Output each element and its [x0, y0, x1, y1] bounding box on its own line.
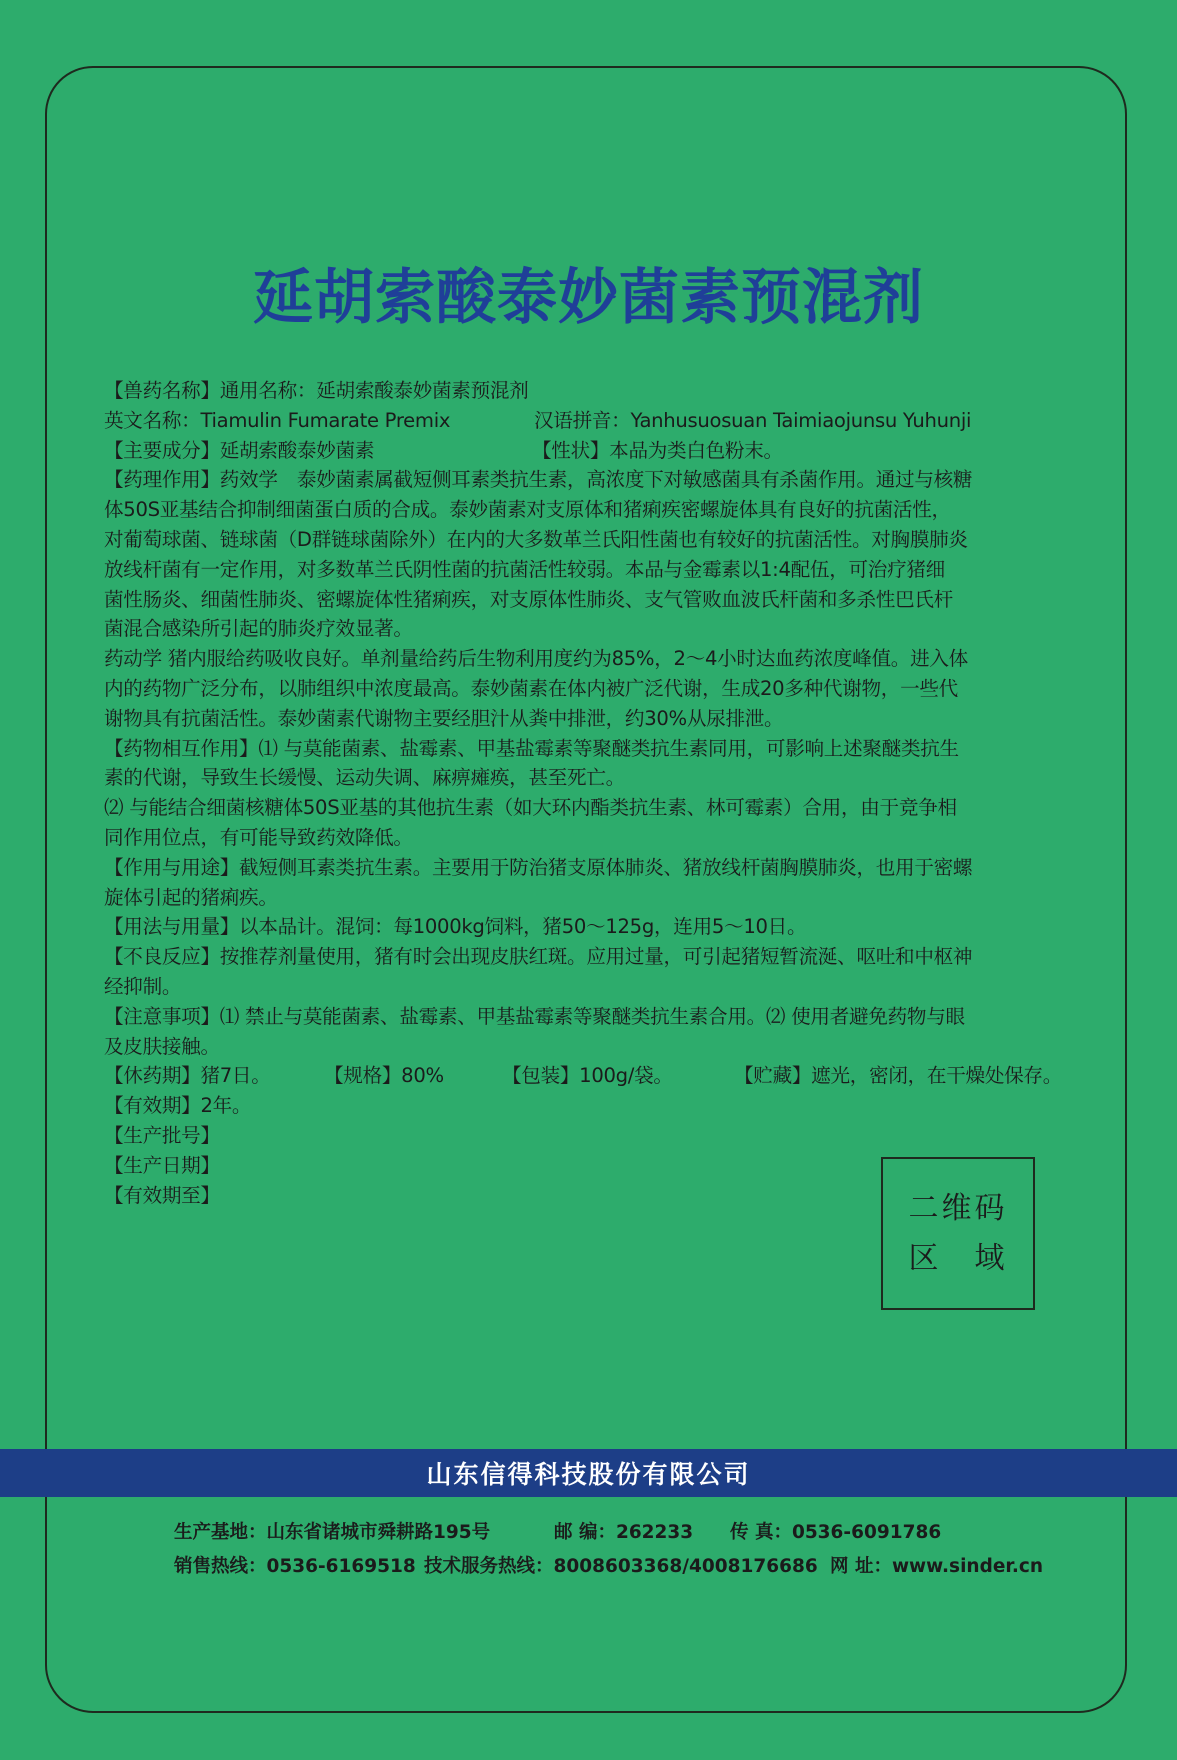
- text-line: 【用法与用量】以本品计。混饲：每1000kg饲料，猪50～125g，连用5～10日。: [104, 915, 807, 939]
- sales-hotline: 销售热线：0536-6169518: [174, 1556, 416, 1577]
- text-line: 对葡萄球菌、链球菌（D群链球菌除外）在内的大多数革兰氏阳性菌也有较好的抗菌活性。对胸膜肺炎: [104, 527, 968, 551]
- text-line: 菌混合感染所引起的肺炎疗效显著。: [104, 617, 413, 641]
- text-line: 【不良反应】按推荐剂量使用，猪有时会出现皮肤红斑。应用过量，可引起猪短暂流涎、呕吐和中枢神: [104, 945, 973, 969]
- specification: 【规格】80%: [324, 1064, 444, 1088]
- text-line: 菌性肠炎、细菌性肺炎、密螺旋体性猪痢疾，对支原体性肺炎、支气管败血波氏杆菌和多杀性巴氏杆: [104, 587, 953, 611]
- company-name: 山东信得科技股份有限公司: [426, 1460, 751, 1489]
- qr-label-line2: 区 域: [908, 1240, 1008, 1276]
- text-line: 素的代谢，导致生长缓慢、运动失调、麻痹瘫痪，甚至死亡。: [104, 766, 625, 790]
- text-line: 放线杆菌有一定作用，对多数革兰氏阴性菌的抗菌活性较弱。本品与金霉素以1:4配伍，可治疗猪细: [104, 557, 945, 581]
- text-line: 同作用位点，有可能导致药效降低。: [104, 825, 413, 849]
- text-line: 药动学 猪内服给药吸收良好。单剂量给药后生物利用度约为85%，2～4小时达血药浓度峰值。进入体: [104, 647, 968, 671]
- text-line: 【药物相互作用】⑴ 与莫能菌素、盐霉素、甲基盐霉素等聚醚类抗生素同用，可影响上述聚醚类抗生: [104, 736, 959, 760]
- text-line: 【药理作用】药效学 泰妙菌素属截短侧耳素类抗生素，高浓度下对敏感菌具有杀菌作用。通过与核糖: [104, 468, 973, 492]
- fax: 传 真：0536-6091786: [730, 1522, 942, 1543]
- product-title: 延胡索酸泰妙菌素预混剂: [253, 263, 924, 333]
- postcode: 邮 编：262233: [554, 1522, 694, 1543]
- text-line: 体50S亚基结合抑制细菌蛋白质的合成。泰妙菌素对支原体和猪痢疾密螺旋体具有良好的抗菌活性，: [104, 498, 951, 522]
- pinyin-name: 汉语拼音：Yanhusuosuan Taimiaojunsu Yuhunji: [534, 408, 972, 432]
- text-line: 【注意事项】⑴ 禁止与莫能菌素、盐霉素、甲基盐霉素等聚醚类抗生素合用。⑵ 使用者避免药物与眼: [104, 1004, 965, 1028]
- text-line: 【兽药名称】通用名称：延胡索酸泰妙菌素预混剂: [104, 379, 529, 402]
- footer-line-2: [174, 1552, 1074, 1578]
- footer-line-1: [174, 1518, 1074, 1544]
- text-line: [104, 1061, 1064, 1091]
- batch-number-field: 【生产批号】: [104, 1123, 220, 1147]
- service-hotline: 技术服务热线：8008603368/4008176686: [424, 1556, 818, 1577]
- text-line: 【有效期】2年。: [104, 1094, 252, 1118]
- qr-code-area: [881, 1157, 1035, 1310]
- production-date-field: 【生产日期】: [104, 1153, 220, 1177]
- company-banner: [0, 1449, 1177, 1497]
- text-line: 内的药物广泛分布，以肺组织中浓度最高。泰妙菌素在体内被广泛代谢，生成20多种代谢物，一些代: [104, 676, 958, 700]
- storage: 【贮藏】遮光，密闭，在干燥处保存。: [734, 1064, 1062, 1088]
- expiry-date-field: 【有效期至】: [104, 1183, 220, 1207]
- text-line: 旋体引起的猪痢疾。: [104, 885, 278, 909]
- text-line: 谢物具有抗菌活性。泰妙菌素代谢物主要经胆汁从粪中排泄，约30%从尿排泄。: [104, 706, 784, 730]
- text-line: 经抑制。: [104, 974, 182, 998]
- qr-label-line1: 二维码: [908, 1190, 1008, 1226]
- production-base: 生产基地：山东省诸城市舜耕路195号: [174, 1522, 491, 1543]
- text-line: [104, 436, 1064, 466]
- website: 网 址：www.sinder.cn: [830, 1556, 1044, 1577]
- text-line: 【作用与用途】截短侧耳素类抗生素。主要用于防治猪支原体肺炎、猪放线杆菌胸膜肺炎，也用于密螺: [104, 855, 973, 879]
- appearance: 【性状】本品为类白色粉末。: [532, 438, 783, 462]
- text-line: ⑵ 与能结合细菌核糖体50S亚基的其他抗生素（如大环内酯类抗生素、林可霉素）合用，由于竞争相: [104, 796, 957, 820]
- package: 【包装】100g/袋。: [502, 1064, 673, 1088]
- text-line: 及皮肤接触。: [104, 1034, 220, 1058]
- withdrawal-period: 【休药期】猪7日。: [104, 1064, 271, 1088]
- english-name: 英文名称：Tiamulin Fumarate Premix: [104, 408, 451, 432]
- product-description: [104, 376, 1064, 1210]
- text-line: [104, 406, 1064, 436]
- main-ingredient: 【主要成分】延胡索酸泰妙菌素: [104, 438, 375, 462]
